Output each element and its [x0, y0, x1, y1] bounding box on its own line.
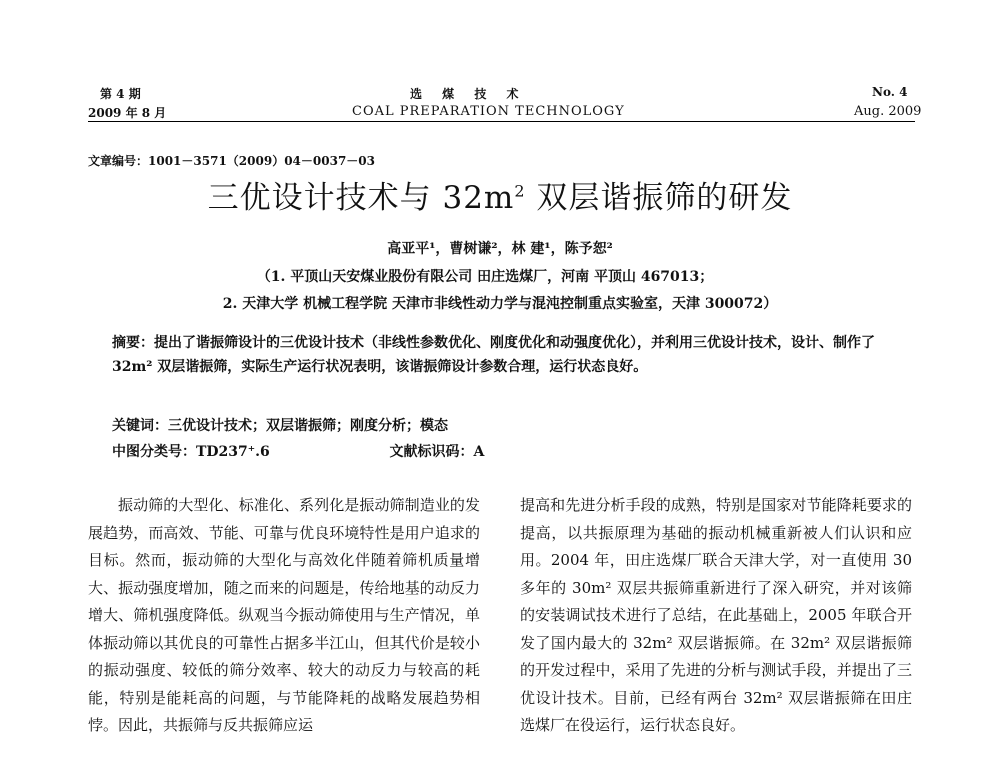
classification: [112, 440, 912, 464]
document-code-value: A: [473, 444, 485, 460]
affiliation-2: 2. 天津大学 机械工程学院 天津市非线性动力学与混沌控制重点实验室，天津 300072）: [222, 296, 778, 312]
body-column-right: [520, 492, 912, 740]
keywords-text: 三优设计技术；双层谐振筛；刚度分析；模态: [168, 418, 448, 434]
classification-value: TD237⁺.6: [196, 444, 270, 460]
journal-name-cn: 选 煤 技 术: [410, 87, 527, 101]
body-paragraph-left: 振动筛的大型化、标准化、系列化是振动筛制造业的发展趋势，而高效、节能、可靠与优良环境特性是用户追求的目标。然而，振动筛的大型化与高效化伴随着筛机质量增大、振动强度增加，随之而来的问题是，传给地基的动反力增大、筛机强度降低。纵观当今振动筛使用与生产情况，单体振动筛以其优良的可靠性占据多半江山，但其代价是较小的振动强度、较低的筛分效率、较大的动反力与较高的耗能，特别是能耗高的问题，与节能降耗的战略发展趋势相悖。因此，共振筛与反共振筛应运: [88, 496, 480, 734]
abstract-text: 提出了谐振筛设计的三优设计技术（非线性参数优化、刚度优化和动强度优化），并利用三优设计技术，设计、制作了32m² 双层谐振筛，实际生产运行状况表明，该谐振筛设计参数合理，运行状态良好。: [112, 335, 875, 375]
date-en: Aug. 2009: [854, 104, 922, 119]
document-code-label: 文献标识码：: [389, 444, 474, 460]
date-cn: 2009 年 8 月: [88, 106, 167, 120]
affiliation-1: （1. 平顶山天安煤业股份有限公司 田庄选煤厂，河南 平顶山 467013；: [256, 269, 714, 285]
abstract: [112, 331, 912, 379]
authors: 高亚平¹，曹树谦²，林 建¹，陈予恕²: [387, 241, 613, 257]
keywords: [112, 414, 912, 438]
classification-label: 中图分类号：: [112, 444, 196, 460]
body-paragraph-right: 提高和先进分析手段的成熟，特别是国家对节能降耗要求的提高，以共振原理为基础的振动机械重新被人们认识和应用。2004 年，田庄选煤厂联合天津大学，对一直使用 30 多年的 30m² 双层共振筛重新进行了深入研究，并对该筛的安装调试技术进行了总结，在此基础上，2005 年联合开发了国内最大的 32m² 双层谐振筛。在 32m² 双层谐振筛的开发过程中，采用了先进的分析与测试手段，并提出了三优设计技术。目前，已经有两台 32m² 双层谐振筛在田庄选煤厂在役运行，运行状态良好。: [520, 496, 912, 734]
journal-name-en: COAL PREPARATION TECHNOLOGY: [352, 104, 625, 119]
issue-number-cn: 第 4 期: [100, 87, 141, 101]
issue-number-en: No. 4: [872, 85, 908, 99]
title-prefix: 三优设计技术与 32m: [207, 180, 515, 216]
keywords-label: 关键词：: [112, 418, 168, 434]
body-column-left: [88, 492, 480, 740]
article-number: 文章编号：1001－3571（2009）04－0037－03: [88, 154, 375, 168]
title-superscript: 2: [514, 181, 526, 201]
paper-title: [0, 172, 1000, 217]
header-rule: [88, 121, 915, 122]
abstract-label: 摘要：: [112, 335, 154, 351]
title-suffix: 双层谐振筛的研发: [525, 180, 793, 216]
